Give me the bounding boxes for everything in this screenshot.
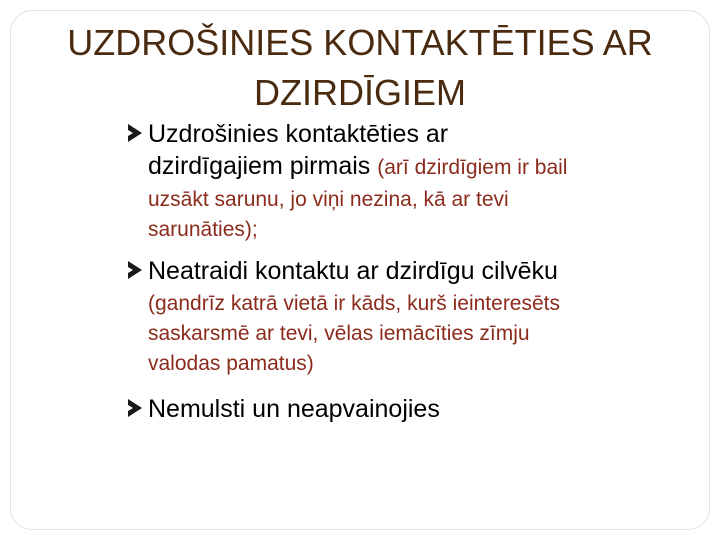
bullet-2-sub (148, 289, 708, 379)
bullet-1-sub-inline: (arī dzirdīgiem ir bail (377, 156, 568, 179)
arrow-bullet-icon (128, 399, 142, 417)
slide-title-line-2: DZIRDĪGIEM (254, 72, 466, 113)
bullet-1-main-line-2: dzirdīgajiem pirmais (148, 152, 371, 180)
bullet-1-main-line-1: Uzdrošinies kontaktēties ar (148, 120, 449, 148)
bullet-2-main: Neatraidi kontaktu ar dzirdīgu cilvēku (148, 257, 558, 285)
bullet-2-sub-line-1: (gandrīz katrā vietā ir kāds, kurš ieinteresēts (148, 292, 561, 315)
bullet-2-sub-line-2: saskarsmē ar tevi, vēlas iemācīties zīmju (148, 322, 530, 345)
slide-title (20, 18, 700, 118)
bullet-list (128, 118, 708, 425)
bullet-1-sub-line-2: sarunāties); (148, 218, 258, 241)
bullet-1-main (148, 118, 708, 183)
bullet-item-2 (128, 255, 708, 379)
arrow-bullet-icon (128, 124, 142, 142)
bullet-3-main: Nemulsti un neapvainojies (148, 395, 440, 423)
slide-title-line-1: UZDROŠINIES KONTAKTĒTIES AR (67, 22, 653, 63)
arrow-bullet-icon (128, 261, 142, 279)
bullet-2-sub-line-3: valodas pamatus) (148, 352, 314, 375)
bullet-1-sub-line-1: uzsākt sarunu, jo viņi nezina, kā ar tevi (148, 188, 509, 211)
bullet-item-1 (128, 118, 708, 245)
bullet-item-3 (128, 393, 708, 425)
bullet-1-sub (148, 185, 708, 245)
